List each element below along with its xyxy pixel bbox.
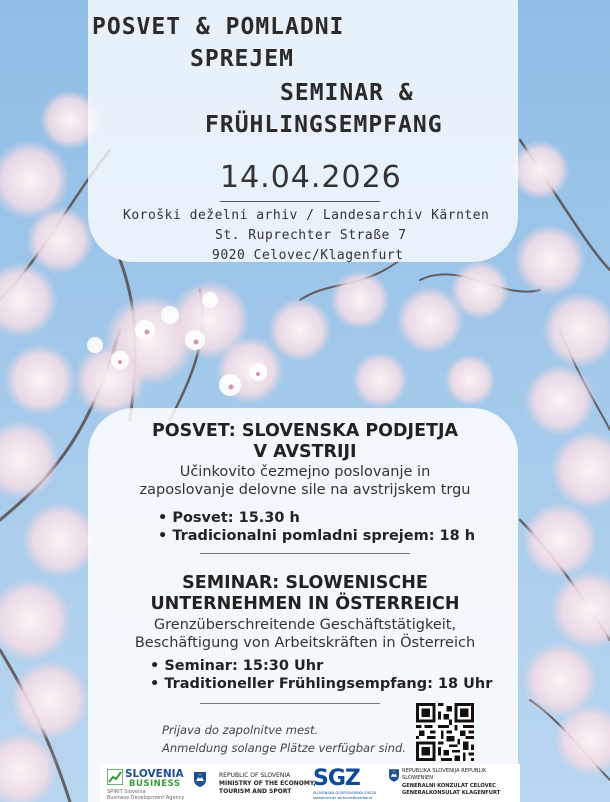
qr-code[interactable] bbox=[416, 703, 474, 761]
event-date: 14.04.2026 bbox=[220, 160, 402, 195]
slovene-subtitle-2: zaposlovanje delovne sile na avstrijskem trgu bbox=[139, 482, 471, 498]
consulate-line-1: REPUBLIKA SLOVENIJA REPUBLIK bbox=[402, 768, 487, 774]
venue-line-1: Koroški deželni arhiv / Landesarchiv Kärnten bbox=[123, 208, 490, 223]
spirit-slovenia-logo bbox=[107, 768, 189, 800]
german-bullet-2-text: Traditioneller Frühlingsempfang: 18 Uhr bbox=[164, 676, 493, 692]
registration-slovene: Prijava do zapolnitve mest. bbox=[162, 723, 319, 737]
ministry-line-1: REPUBLIC OF SLOVENIA bbox=[219, 772, 291, 779]
slovene-bullet-2: • Tradicionalni pomladni sprejem: 18 h bbox=[158, 528, 476, 544]
consulate-logo bbox=[388, 768, 516, 800]
date-underline bbox=[220, 201, 380, 202]
bottom-divider bbox=[200, 703, 380, 704]
ministry-line-2: MINISTRY OF THE ECONOMY, bbox=[219, 780, 316, 787]
slovene-bullet-2-text: Tradicionalni pomladni sprejem: 18 h bbox=[172, 528, 476, 544]
spirit-line-1: SPIRIT Slovenia bbox=[107, 789, 146, 795]
title-line-3: SEMINAR & bbox=[280, 80, 414, 106]
german-subtitle-2: Beschäftigung von Arbeitskräften in Österreich bbox=[134, 635, 476, 651]
sgz-subtitle-1: SLOVENSKA GOSPODARSKA ZVEZA bbox=[313, 791, 377, 795]
slovene-heading-2: V AVSTRIJI bbox=[253, 442, 357, 462]
title-line-4: FRÜHLINGSEMPFANG bbox=[205, 112, 443, 138]
slovene-bullet-1: • Posvet: 15.30 h bbox=[158, 510, 300, 526]
german-heading-1: SEMINAR: SLOWENISCHE bbox=[182, 573, 428, 593]
title-line-2: SPREJEM bbox=[190, 46, 294, 72]
slovene-bullet-1-text: Posvet: 15.30 h bbox=[172, 510, 300, 526]
venue-line-2: St. Ruprechter Straße 7 bbox=[215, 228, 407, 243]
slovenia-coat-of-arms-icon bbox=[194, 772, 206, 787]
title-line-1: POSVET & POMLADNI bbox=[92, 14, 345, 40]
slovene-heading-1: POSVET: SLOVENSKA PODJETJA bbox=[151, 421, 459, 441]
consulate-line-4: GENERALKONSULAT KLAGENFURT bbox=[402, 790, 501, 796]
slovene-subtitle-1: Učinkovito čezmejno poslovanje in bbox=[179, 464, 431, 480]
spirit-chart-icon bbox=[107, 769, 123, 785]
german-subtitle-1: Grenzüberschreitende Geschäftstätigkeit, bbox=[153, 617, 457, 633]
section-divider bbox=[200, 553, 410, 554]
german-bullet-2: • Traditioneller Frühlingsempfang: 18 Uhr bbox=[150, 676, 493, 692]
registration-german: Anmeldung solange Plätze verfügbar sind. bbox=[162, 741, 406, 755]
spirit-name: SLOVENIA bbox=[125, 768, 184, 780]
german-bullet-1: • Seminar: 15:30 Uhr bbox=[150, 658, 324, 674]
sgz-wordmark: SGZ bbox=[313, 766, 360, 791]
ministry-logo bbox=[192, 770, 316, 800]
german-heading-2: UNTERNEHMEN IN ÖSTERREICH bbox=[150, 594, 460, 614]
venue-line-3: 9020 Celovec/Klagenfurt bbox=[212, 248, 404, 263]
sgz-logo bbox=[313, 766, 383, 800]
consulate-line-3: GENERALNI KONZULAT CELOVEC bbox=[402, 783, 496, 789]
sgz-subtitle-2: slowenischer wirtschaftsverband bbox=[313, 796, 372, 800]
spirit-business: BUSINESS bbox=[129, 779, 181, 789]
slovenia-coat-of-arms-icon bbox=[389, 769, 399, 782]
german-bullet-1-text: Seminar: 15:30 Uhr bbox=[164, 658, 324, 674]
ministry-line-3: TOURISM AND SPORT bbox=[219, 788, 292, 795]
spirit-line-2: Business Development Agency bbox=[107, 795, 185, 801]
consulate-line-2: SLOWENIEN bbox=[402, 775, 434, 781]
